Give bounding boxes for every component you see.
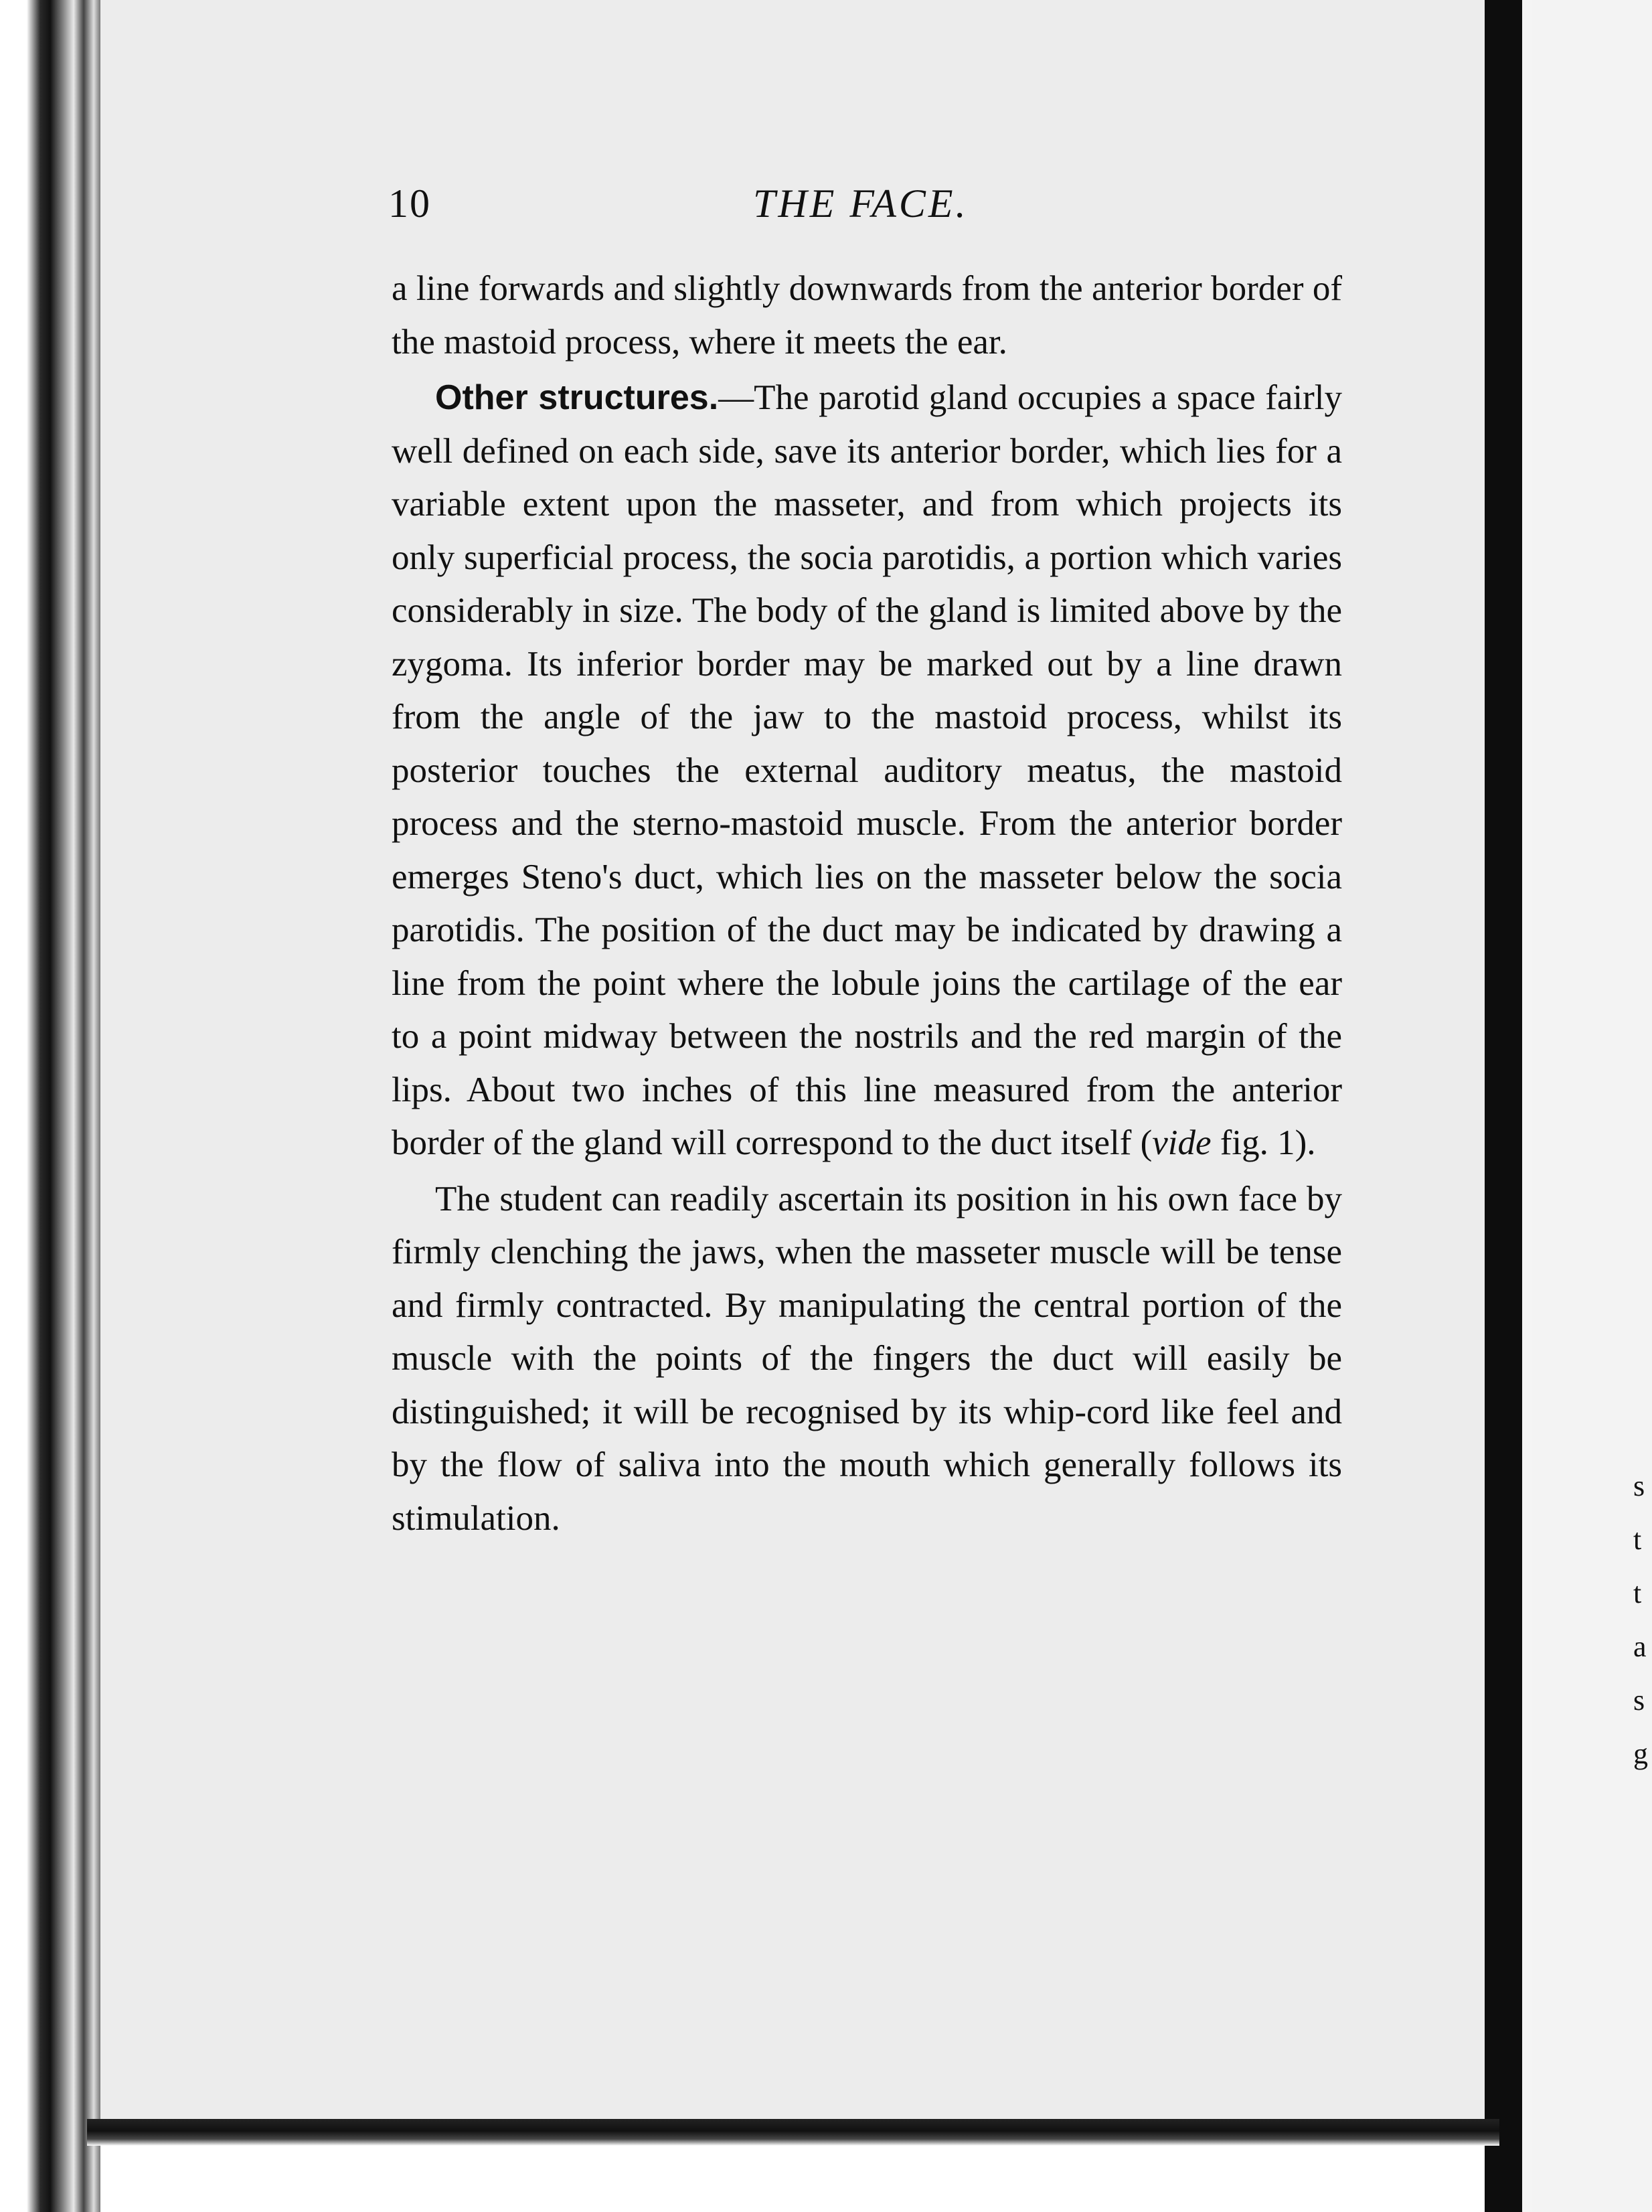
- facing-char: a: [1633, 1630, 1647, 1663]
- book-spine-edge: [0, 0, 100, 2212]
- gutter-gap: [1522, 0, 1532, 2212]
- paragraph-text: The parotid gland occupies a space fairly well defined on each side, save its anterior border, which lies for a variable extent upon the masseter, and from which projects its only superficial process, the socia parotidis, a portion which varies considerably in size. The body of the gland is limited above by the zygoma. Its inferior border may be marked out by a line drawn from the angle of the jaw to the mastoid process, whilst its posterior touches the external auditory meatus, the mastoid process and the sterno-mastoid muscle. From the anterior border emerges Steno's duct, which lies on the masseter below the socia parotidis. The position of the duct may be indicated by drawing a line from the point where the lobule joins the cartilage of the ear to a point midway between the nostrils and the red margin of the lips. About two inches of this line measured from the anterior border of the gland will correspond to the duct itself (: [392, 378, 1343, 1162]
- paragraph-2: [392, 372, 1342, 1170]
- facing-char: t: [1633, 1577, 1642, 1609]
- paragraph-3: [392, 1173, 1342, 1546]
- heading-dash: —: [718, 378, 754, 417]
- paragraph-text: a line forwards and slightly downwards from the anterior border of the mastoid process, where it meets the ear.: [392, 269, 1342, 362]
- section-heading: Other structures.: [435, 378, 719, 417]
- paragraph-text-end: fig. 1).: [1211, 1123, 1316, 1162]
- page-title: THE FACE.: [753, 181, 969, 226]
- paragraph-text: The student can readily ascertain its position in his own face by firmly clenching the jaws, when the masseter muscle will be tense and firmly contracted. By manipulating the central portion of the muscle with the points of the fingers the duct will easily be distinguished; it will be recognised by its whip-cord like feel and by the flow of saliva into the mouth which generally follows its stimulation.: [392, 1179, 1342, 1538]
- page-bottom-edge: [87, 2119, 1499, 2146]
- gutter-shadow: [1485, 0, 1522, 2212]
- facing-char: t: [1633, 1523, 1642, 1556]
- running-head: [388, 181, 1325, 234]
- italic-term: vide: [1152, 1123, 1212, 1162]
- body-text: [392, 262, 1342, 1545]
- page-number: 10: [388, 181, 431, 226]
- facing-char: g: [1633, 1737, 1648, 1770]
- facing-char: s: [1633, 1470, 1645, 1502]
- facing-char: s: [1633, 1684, 1645, 1717]
- paragraph-1: [392, 262, 1342, 369]
- facing-page-edge: [1532, 0, 1652, 2212]
- facing-page-fragment: [1633, 1459, 1652, 1781]
